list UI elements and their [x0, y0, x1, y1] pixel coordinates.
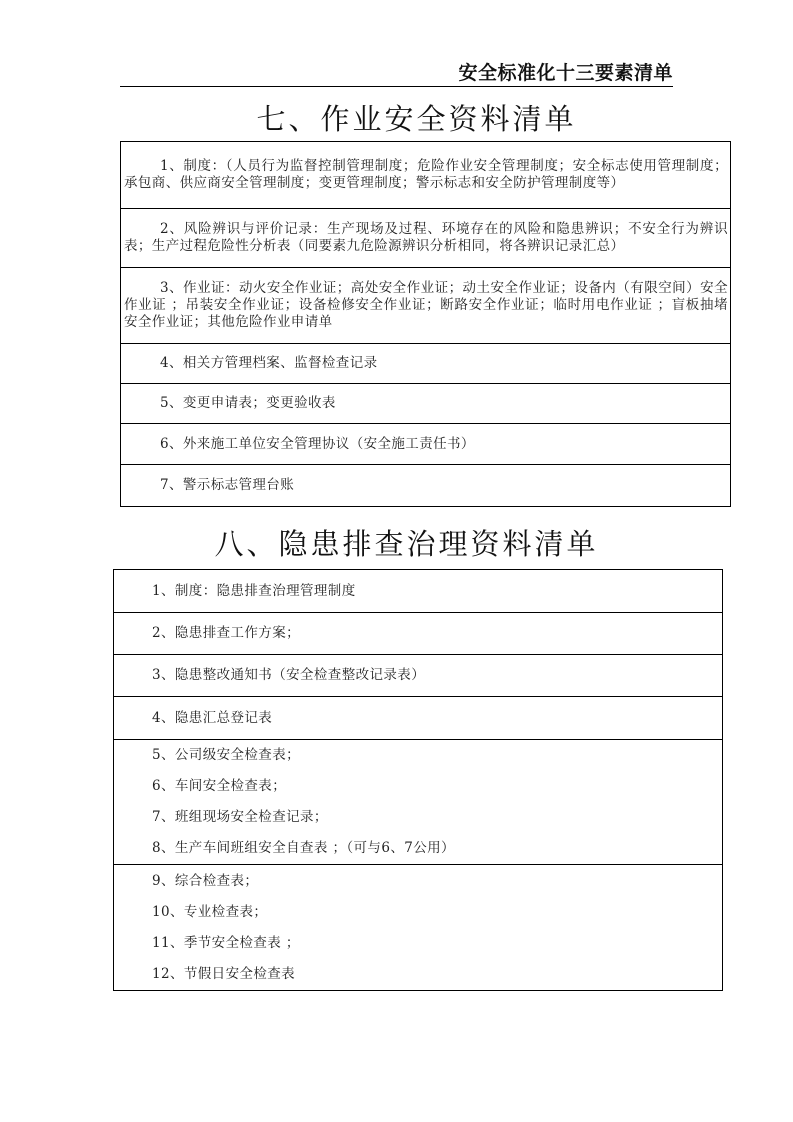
- table-row: [114, 740, 723, 865]
- section-8-table: [113, 569, 723, 991]
- section-7-table: [120, 141, 731, 507]
- table-row: [121, 268, 731, 344]
- list-item: 8、生产车间班组安全自查表 ；（可与6、7公用）: [152, 840, 455, 856]
- table-row: [121, 424, 731, 465]
- list-item: 3、作业证：动火安全作业证；高处安全作业证；动土安全作业证；设备内（有限空间）安全作业证 ；吊装安全作业证；设备检修安全作业证；断路安全作业证；临时用电作业证 ；盲板抽堵安全作业证；其他危险作业申请单: [124, 280, 728, 330]
- table-row: [121, 465, 731, 507]
- list-item: 2、隐患排查工作方案；: [152, 625, 300, 641]
- list-item: 10、专业检查表；: [152, 903, 268, 920]
- table-row: [114, 655, 723, 697]
- table-row: [121, 209, 731, 268]
- list-item: 5、公司级安全检查表；: [152, 747, 300, 763]
- table-row: [114, 865, 723, 991]
- list-item: 5、变更申请表；变更验收表: [160, 395, 336, 411]
- list-item: 9、综合检查表；: [152, 872, 259, 889]
- table-row: [114, 570, 723, 613]
- section-8-title: 八、隐患排查治理资料清单: [214, 527, 599, 561]
- list-item: 1、制度：（人员行为监督控制管理制度；危险作业安全管理制度；安全标志使用管理制度；承包商、供应商安全管理制度；变更管理制度；警示标志和安全防护管理制度等）: [124, 158, 728, 191]
- table-row: [121, 384, 731, 424]
- table-row: [121, 344, 731, 384]
- table-row: [121, 142, 731, 209]
- table-row: [114, 613, 723, 655]
- list-item: 2、风险辨识与评价记录：生产现场及过程、环境存在的风险和隐患辨识；不安全行为辨识表；生产过程危险性分析表（同要素九危险源辨识分析相同，将各辨识记录汇总）: [124, 221, 728, 254]
- table-row: [114, 697, 723, 740]
- list-item: 4、相关方管理档案、监督检查记录: [160, 355, 378, 371]
- list-item: 3、隐患整改通知书（安全检查整改记录表）: [152, 667, 426, 683]
- list-item: 7、警示标志管理台账: [160, 477, 295, 493]
- list-item: 7、班组现场安全检查记录；: [152, 809, 328, 825]
- document-header-title: 安全标准化十三要素清单: [458, 62, 673, 84]
- list-item: 11、季节安全检查表 ；: [152, 934, 300, 951]
- section-7-title: 七、作业安全资料清单: [256, 102, 577, 136]
- list-item: 4、隐患汇总登记表: [152, 709, 273, 726]
- header-divider: [120, 86, 673, 87]
- list-item: 1、制度：隐患排查治理管理制度: [152, 582, 356, 599]
- list-item: 6、外来施工单位安全管理协议（安全施工责任书）: [160, 435, 475, 452]
- list-item: 12、节假日安全检查表: [152, 965, 296, 982]
- list-item: 6、车间安全检查表；: [152, 778, 287, 794]
